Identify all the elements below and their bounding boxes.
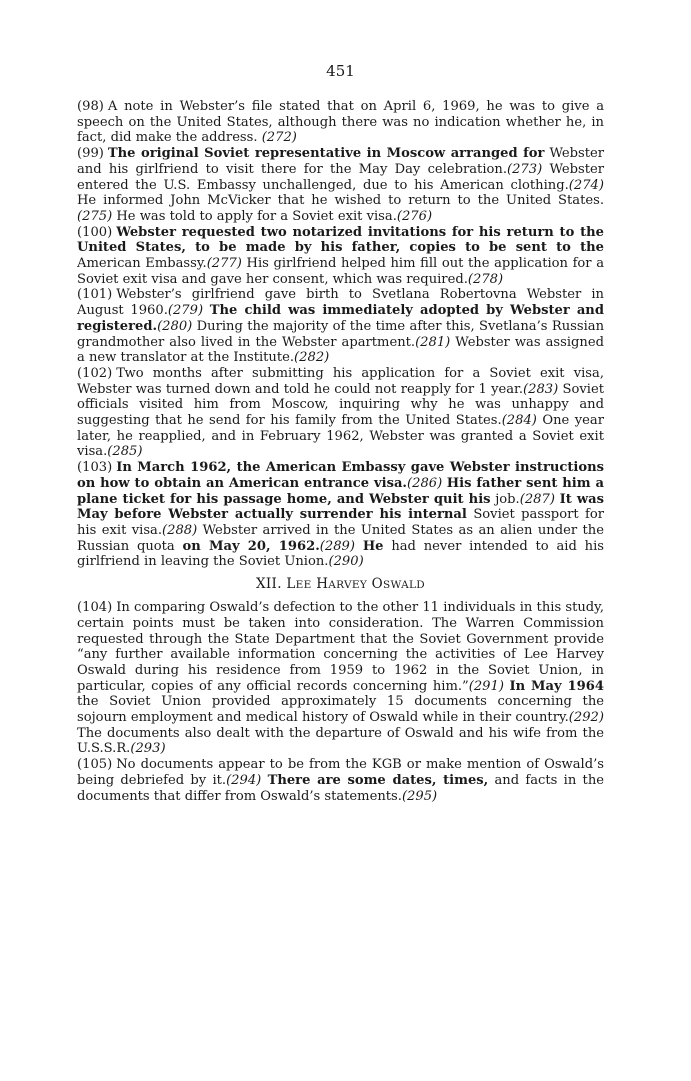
paragraph-number: (102) xyxy=(77,365,113,381)
footnote-reference: (295) xyxy=(401,788,438,804)
footnote-reference: (294) xyxy=(226,772,262,788)
paragraph xyxy=(77,287,604,366)
paragraphs-before-heading xyxy=(77,99,604,570)
paragraph-text: Two months after submitting his application for a Soviet exit visa, Webster was turned down and told he could not reapply for 1 year. xyxy=(77,365,604,397)
footnote-reference: (289) xyxy=(319,538,355,554)
bold-text: The child was immediately adopted by Webster and registered. xyxy=(77,303,604,334)
footnote-reference: (278) xyxy=(467,271,504,287)
paragraph-text: Webster was assigned a new translator at the Institute. xyxy=(77,334,604,366)
footnote-reference: (286) xyxy=(407,475,443,491)
paragraph-text: One year later, he reapplied, and in February 1962, Webster was granted a Soviet exit visa. xyxy=(77,413,604,460)
bold-text: His father sent him a plane ticket for his passage home, and Webster quit his xyxy=(77,475,605,507)
footnote-reference: (276) xyxy=(396,208,433,224)
footnote-reference: (274) xyxy=(568,177,604,193)
paragraphs-after-heading xyxy=(77,600,604,804)
paragraph-text: job. xyxy=(490,491,520,507)
footnote-reference: (282) xyxy=(294,350,330,366)
paragraph-text: and facts in the documents that differ from Oswald’s statements. xyxy=(77,772,604,804)
document-page xyxy=(77,62,604,804)
bold-text: In March 1962, the American Embassy gave Webster instructions on how to obtain an American entrance visa. xyxy=(77,460,604,491)
bold-text: He xyxy=(362,538,384,554)
footnote-reference: (287) xyxy=(519,491,555,507)
footnote-reference: (275) xyxy=(77,208,113,224)
paragraph xyxy=(77,460,604,570)
paragraph-text xyxy=(355,539,363,554)
paragraph-number: (99) xyxy=(77,146,104,162)
paragraph-number: (103) xyxy=(77,460,113,476)
footnote-reference: (292) xyxy=(568,710,604,726)
paragraph-text: Soviet officials visited him from Moscow, inquiring why he was unhappy and suggesting that he send for his family from the United States. xyxy=(77,381,604,429)
paragraph xyxy=(77,225,604,288)
footnote-reference: (290) xyxy=(328,554,364,570)
paragraph-number: (104) xyxy=(77,600,113,616)
page-number: 451 xyxy=(326,62,355,80)
paragraph-text: American Embassy. xyxy=(77,256,207,272)
footnote-reference: (280) xyxy=(157,318,193,334)
paragraph-text: In comparing Oswald’s defection to the other 11 individuals in this study, certain points must be taken into consideration. The Warren Commission requested through the State Department that the Soviet Government provide “any further available information concerning the activities of Lee Harvey Oswald during his residence from 1959 to 1962 in the Soviet Union, in particular, copies of any official records concerning him.” xyxy=(77,600,604,694)
paragraph-text: A note in Webster’s file stated that on April 6, 1969, he was to give a speech on the United States, although there was no indication whether he, in fact, did make the address. xyxy=(77,99,604,146)
paragraph-text: His girlfriend helped him fill out the application for a Soviet exit visa and gave her consent, which was required. xyxy=(77,256,604,287)
paragraph-number: (101) xyxy=(77,287,113,303)
bold-text: It was May before Webster actually surrender his internal xyxy=(77,491,604,523)
heading-word: HARVEY xyxy=(316,576,368,593)
footnote-reference: (283) xyxy=(523,381,559,397)
footnote-reference: (293) xyxy=(130,741,166,757)
paragraph xyxy=(77,600,604,757)
section-numeral: XII. xyxy=(256,576,282,593)
heading-word: OSWALD xyxy=(371,576,425,593)
heading-word: LEE xyxy=(286,576,312,593)
paragraph-number: (105) xyxy=(77,757,113,773)
footnote-reference: (285) xyxy=(107,444,143,460)
paragraph-text xyxy=(203,303,210,318)
footnote-reference: (284) xyxy=(501,413,537,429)
footnote-reference: (272) xyxy=(261,130,297,146)
paragraph xyxy=(77,757,604,804)
footnote-reference: (288) xyxy=(162,522,198,538)
paragraph-text: Soviet passport for his exit visa. xyxy=(77,507,604,538)
section-title xyxy=(286,576,425,592)
paragraph-text: The documents also dealt with the departure of Oswald and his wife from the U.S.S.R. xyxy=(77,725,604,757)
bold-text: There are some dates, times, xyxy=(267,772,489,788)
paragraph-text: the Soviet Union provided approximately 15 documents concerning the sojourn employment and medical history of Oswald while in their country. xyxy=(77,694,604,726)
paragraph-text: had never intended to aid his girlfriend in leaving the Soviet Union. xyxy=(77,538,605,570)
paragraph-text: Webster’s girlfriend gave birth to Svetlana Robertovna Webster in August 1960. xyxy=(77,287,604,319)
paragraph-number: (100) xyxy=(77,224,113,240)
paragraph-number: (98) xyxy=(77,99,104,114)
paragraph xyxy=(77,366,604,460)
paragraph xyxy=(77,146,604,225)
bold-text: The original Soviet representative in Moscow arranged for xyxy=(107,146,545,162)
paragraph-text: He informed John McVicker that he wished to return to the United States. xyxy=(77,193,604,209)
paragraph-text: Webster entered the U.S. Embassy unchallenged, due to his American clothing. xyxy=(77,161,604,193)
bold-text: on May 20, 1962. xyxy=(182,538,320,554)
footnote-reference: (273) xyxy=(506,161,543,177)
bold-text: In May 1964 xyxy=(509,678,604,694)
footnote-reference: (281) xyxy=(415,334,451,350)
paragraph-text: During the majority of the time after this, Svetlana’s Russian grandmother also lived in the Webster apartment. xyxy=(77,318,604,350)
bold-text: Webster requested two notarized invitations for his return to the United States, to be made by his father, copies to be sent to the xyxy=(77,224,604,256)
paragraph-text: No documents appear to be from the KGB or make mention of Oswald’s being debriefed by it. xyxy=(77,757,604,788)
paragraph-text: Webster arrived in the United States as an alien under the Russian quota xyxy=(77,522,604,554)
footnote-reference: (291) xyxy=(468,678,504,694)
paragraph xyxy=(77,99,604,146)
paragraph-text: Webster and his girlfriend to visit there for the May Day celebration. xyxy=(77,146,604,177)
section-heading xyxy=(77,576,604,594)
footnote-reference: (277) xyxy=(206,256,242,272)
paragraph-text: He was told to apply for a Soviet exit visa. xyxy=(112,208,397,224)
footnote-reference: (279) xyxy=(167,303,204,319)
